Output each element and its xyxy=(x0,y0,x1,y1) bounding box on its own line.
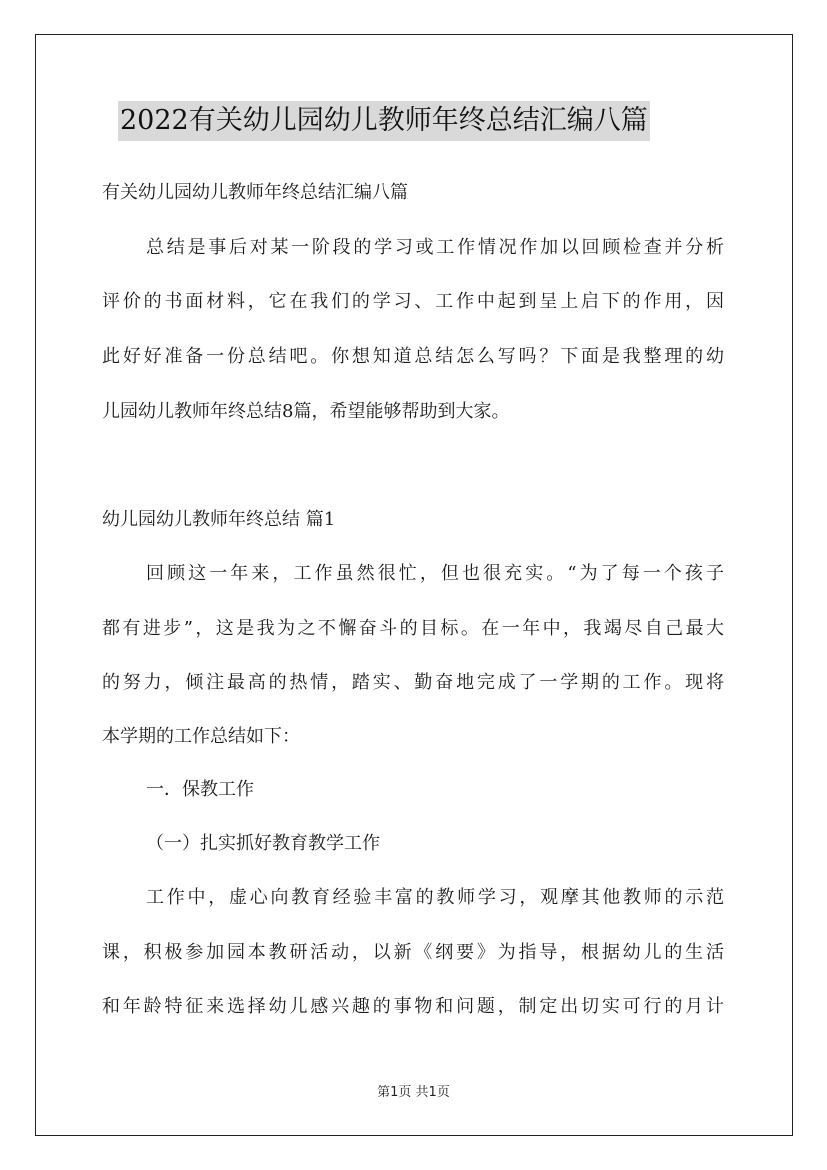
para2-line-1: 工作中，虚心向教育经验丰富的教师学习，观摩其他教师的示范 xyxy=(146,887,724,908)
page-number-footer: 第1页 共1页 xyxy=(377,1085,450,1100)
intro-line-4: 儿园幼儿教师年终总结8篇，希望能够帮助到大家。 xyxy=(102,401,510,422)
para1-line-4: 本学期的工作总结如下： xyxy=(102,726,300,747)
section-heading: 幼儿园幼儿教师年终总结 篇1 xyxy=(102,509,336,530)
heading-level2: （一）扎实抓好教育教学工作 xyxy=(146,833,380,854)
para2-line-3: 和年龄特征来选择幼儿感兴趣的事物和问题，制定出切实可行的月计 xyxy=(102,996,724,1017)
intro-line-1: 总结是事后对某一阶段的学习或工作情况作加以回顾检查并分析 xyxy=(146,237,724,258)
para1-line-2: 都有进步”，这是我为之不懈奋斗的目标。在一年中，我竭尽自己最大 xyxy=(102,618,724,639)
document-subtitle: 有关幼儿园幼儿教师年终总结汇编八篇 xyxy=(102,182,408,203)
para1-line-1: 回顾这一年来，工作虽然很忙，但也很充实。“为了每一个孩子 xyxy=(146,563,724,584)
para1-line-3: 的努力，倾注最高的热情，踏实、勤奋地完成了一学期的工作。现将 xyxy=(102,672,724,693)
intro-line-2: 评价的书面材料，它在我们的学习、工作中起到呈上启下的作用，因 xyxy=(102,291,724,312)
para2-line-2: 课，积极参加园本教研活动，以新《纲要》为指导，根据幼儿的生活 xyxy=(102,942,724,963)
heading-level1: 一．保教工作 xyxy=(146,779,254,800)
document-title: 2022有关幼儿园幼儿教师年终总结汇编八篇 xyxy=(118,101,650,141)
intro-line-3: 此好好准备一份总结吧。你想知道总结怎么写吗？下面是我整理的幼 xyxy=(102,346,724,367)
